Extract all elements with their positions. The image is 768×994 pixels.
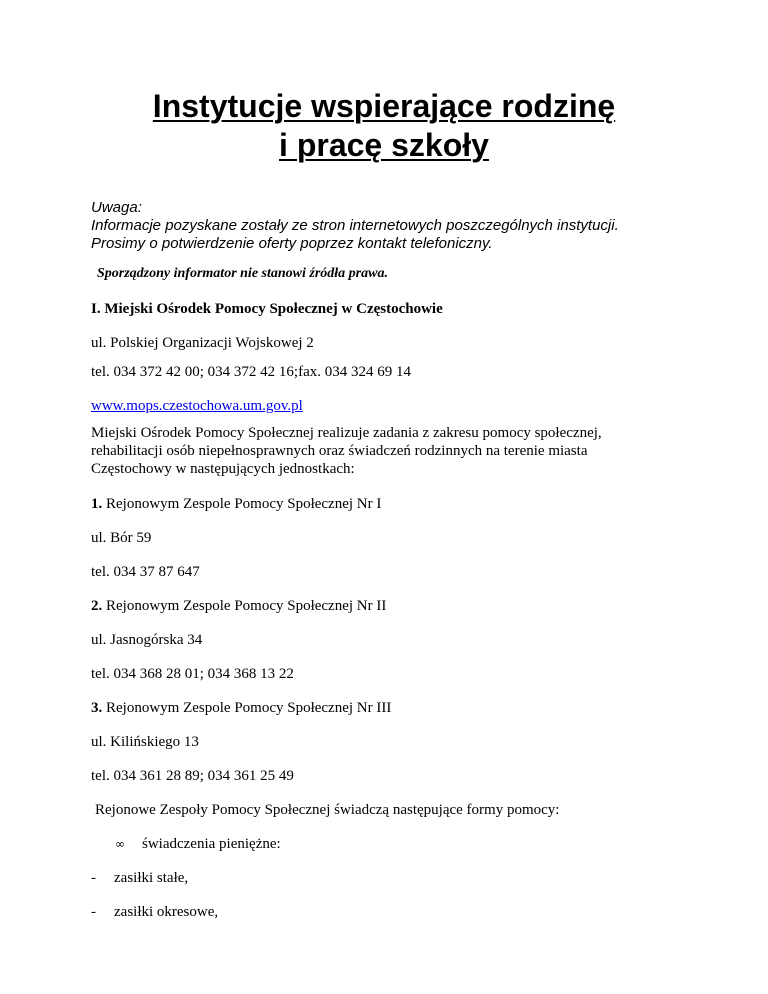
- unit-1-name: [91, 495, 381, 513]
- page-title-line-1: Instytucje wspierające rodzinę: [152, 88, 616, 124]
- section-address: ul. Polskiej Organizacji Wojskowej 2: [91, 335, 314, 351]
- unit-3-title: Rejonowym Zespole Pomocy Społecznej Nr III: [102, 700, 392, 716]
- unit-3-phone: tel. 034 361 28 89; 034 361 25 49: [91, 768, 294, 784]
- infinity-bullet-icon: ∞: [115, 837, 125, 851]
- disclaimer: Sporządzony informator nie stanowi źródła prawa.: [97, 266, 388, 281]
- note-line-1: Informacje pozyskane zostały ze stron internetowych poszczególnych instytucji.: [91, 217, 619, 234]
- note-line-2: Prosimy o potwierdzenie oferty poprzez kontakt telefoniczny.: [91, 235, 493, 252]
- dash-icon: -: [91, 904, 96, 920]
- dash-item-2: zasiłki okresowe,: [114, 904, 219, 920]
- services-intro: Rejonowe Zespoły Pomocy Społecznej świadczą następujące formy pomocy:: [95, 802, 560, 818]
- unit-2-number: 2.: [91, 598, 103, 614]
- section-description-line-1: Miejski Ośrodek Pomocy Społecznej realizuje zadania z zakresu pomocy społecznej,: [91, 425, 602, 441]
- section-heading: I. Miejski Ośrodek Pomocy Społecznej w Częstochowie: [91, 301, 443, 317]
- unit-2-name: [91, 597, 386, 615]
- unit-2-title: Rejonowym Zespole Pomocy Społecznej Nr II: [102, 598, 387, 614]
- unit-2-phone: tel. 034 368 28 01; 034 368 13 22: [91, 666, 294, 682]
- dash-icon: -: [91, 870, 96, 886]
- note-heading: Uwaga:: [91, 199, 142, 216]
- section-description-line-2: rehabilitacji osób niepełnosprawnych oraz świadczeń rodzinnych na terenie miasta: [91, 443, 588, 459]
- unit-1-address: ul. Bór 59: [91, 530, 152, 546]
- section-description-line-3: Częstochowy w następujących jednostkach:: [91, 461, 355, 477]
- unit-2-address: ul. Jasnogórska 34: [91, 632, 203, 648]
- section-website-link[interactable]: www.mops.czestochowa.um.gov.pl: [91, 398, 303, 414]
- page-title-line-2: i pracę szkoły: [279, 127, 489, 163]
- unit-3-address: ul. Kilińskiego 13: [91, 734, 199, 750]
- unit-1-title: Rejonowym Zespole Pomocy Społecznej Nr I: [102, 496, 382, 512]
- unit-1-number: 1.: [91, 496, 103, 512]
- unit-1-phone: tel. 034 37 87 647: [91, 564, 200, 580]
- section-phone: tel. 034 372 42 00; 034 372 42 16;fax. 034 324 69 14: [91, 364, 411, 380]
- bullet-item: świadczenia pieniężne:: [142, 836, 281, 852]
- unit-3-number: 3.: [91, 700, 103, 716]
- unit-3-name: [91, 699, 391, 717]
- dash-item-1: zasiłki stałe,: [114, 870, 189, 886]
